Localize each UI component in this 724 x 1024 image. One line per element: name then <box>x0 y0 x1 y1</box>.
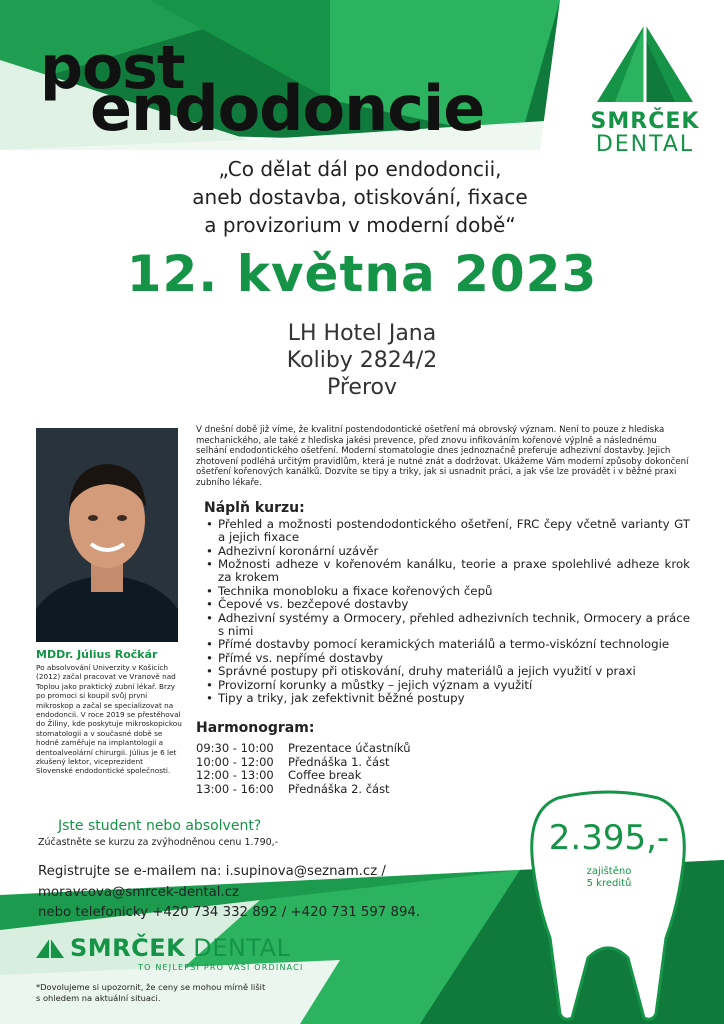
schedule-label: Přednáška 2. část <box>288 781 390 796</box>
bottom-logo-name-2: DENTAL <box>193 934 291 962</box>
schedule-label: Přednáška 1. část <box>288 754 390 769</box>
venue-name: LH Hotel Jana <box>287 321 437 346</box>
schedule-row <box>196 769 411 783</box>
schedule-label: Prezentace účastníků <box>288 741 411 755</box>
price-note-2: 5 kreditů <box>586 878 632 889</box>
registration-line-1: Registrujte se e-mailem na: i.supinova@seznam.cz / <box>38 864 386 879</box>
schedule-row <box>196 783 411 797</box>
lecturer-bio <box>36 648 182 776</box>
student-price-note: Zúčastněte se kurzu za zvýhodněnou cenu 1.790,- <box>38 837 279 848</box>
lecturer-portrait-image <box>36 428 178 642</box>
course-item: • Adhezivní systémy a Ormocery, přehled adhezivních technik, Ormocery a práce s nimi <box>206 612 690 638</box>
schedule-label: Coffee break <box>288 768 362 782</box>
course-heading: Náplň kurzu: <box>204 500 305 516</box>
course-item: • Přímé dostavby pomocí keramických materiálů a termo-viskózní technologie <box>206 638 690 651</box>
bottom-logo-name-1: SMRČEK <box>70 934 186 962</box>
logo-name-2: DENTAL <box>595 132 695 158</box>
title-line-2: endodoncie <box>90 72 485 145</box>
price-disclaimer: *Dovolujeme si upozornit, že ceny se mohou mírně lišit s ohledem na aktuální situaci. <box>36 982 266 1003</box>
logo-name-1: SMRČEK <box>590 109 700 134</box>
venue <box>200 320 524 401</box>
registration-phone: nebo telefonicky +420 734 332 892 / +420 731 597 894. <box>38 905 421 920</box>
venue-city: Přerov <box>326 375 398 400</box>
course-subtitle <box>120 155 600 239</box>
schedule-time: 12:00 - 13:00 <box>196 768 274 782</box>
schedule-time: 09:30 - 10:00 <box>196 741 274 755</box>
registration-email[interactable]: moravcova@smrcek-dental.cz <box>38 884 239 900</box>
tree-logo-icon <box>597 24 693 104</box>
lecturer-bio-text: Po absolvování Univerzity v Košicích (2012) začal pracovat ve Vranově nad Toplou jako praktický zubní lékař. Brzy po promoci si koupil svůj první mikroskop a začal se specializovat na endodoncii. V roce 2019 se přestěhoval do Žiliny, kde poskytuje mikroskopickou stomatologii a v současné době se hodně zaměřuje na implantologii a dentoalveolární chirurgii. Július je 6 let zkušený lektor, viceprezident Slovenské endodontické společnosti. <box>36 663 182 776</box>
price-note-1: zajištěno <box>586 866 632 877</box>
brand-logo-bottom <box>36 934 336 972</box>
price-value: 2.395,- <box>548 818 670 858</box>
intro-paragraph: V dnešní době již víme, že kvalitní postendodontické ošetření má obrovský význam. Není to pouze z hlediska mechanického, ale také z hlediska jakési prevence, před znovu infikováním kořenové výplně a následnému selhání endodontického ošetření. Moderní stomatologie dnes jednoznačně preferuje adhezivní dostavby. Jejich zhotovení podléhá určitým pravidlům, která je nutné znát a dodržovat. Ukážeme Vám moderní způsoby dokončení ošetření kořenových kanálků. Dozvíte se tipy a triky, jak si usnadnit práci, a jak vše lze provádět i v běžné praxi zubního lékaře. <box>196 425 689 488</box>
lecturer-name: MDDr. Július Ročkár <box>36 648 158 661</box>
brand-logo-top <box>590 24 700 156</box>
student-question: Jste student nebo absolvent? <box>58 818 262 834</box>
course-item: • Přehled a možnosti postendodontického ošetření, FRC čepy včetně varianty GT a jejich fixace <box>206 518 690 544</box>
registration-info <box>38 862 458 924</box>
course-item: • Tipy a triky, jak zefektivnit běžné postupy <box>206 692 690 705</box>
course-list <box>206 518 690 706</box>
event-date: 12. května 2023 <box>126 245 598 303</box>
course-item: • Správné postupy při otiskování, druhy materiálů a jejich využití v praxi <box>206 665 690 678</box>
schedule-heading: Harmonogram: <box>196 720 315 736</box>
subtitle-line-2: aneb dostavba, otiskování, fixace <box>192 185 528 209</box>
venue-street: Koliby 2824/2 <box>286 348 438 373</box>
subtitle-line-1: „Co dělat dál po endodoncii, <box>218 157 502 181</box>
course-item: • Přímé vs. nepřímé dostavby <box>206 652 690 665</box>
course-item: • Adhezivní koronární uzávěr <box>206 545 690 558</box>
schedule-row <box>196 742 411 756</box>
tree-logo-small-icon <box>36 938 64 958</box>
course-item: • Možnosti adheze v kořenovém kanálku, teorie a praxe spolehlivé adheze krok za krokem <box>206 558 690 584</box>
course-item: • Provizorní korunky a můstky – jejich význam a využití <box>206 679 690 692</box>
schedule-time: 13:00 - 16:00 <box>196 781 274 796</box>
title-line-1: post <box>40 33 185 103</box>
subtitle-line-3: a provizorium v moderní době“ <box>204 213 516 237</box>
course-item: • Technika monobloku a fixace kořenových čepů <box>206 585 690 598</box>
price-credits <box>534 866 684 890</box>
schedule-table <box>196 742 411 796</box>
schedule-row <box>196 756 411 770</box>
brand-tagline: TO NEJLEPŠÍ PRO VAŠI ORDINACI <box>138 963 304 972</box>
lecturer-photo <box>36 428 178 642</box>
course-item: • Čepové vs. bezčepové dostavby <box>206 598 690 611</box>
schedule-time: 10:00 - 12:00 <box>196 754 274 769</box>
